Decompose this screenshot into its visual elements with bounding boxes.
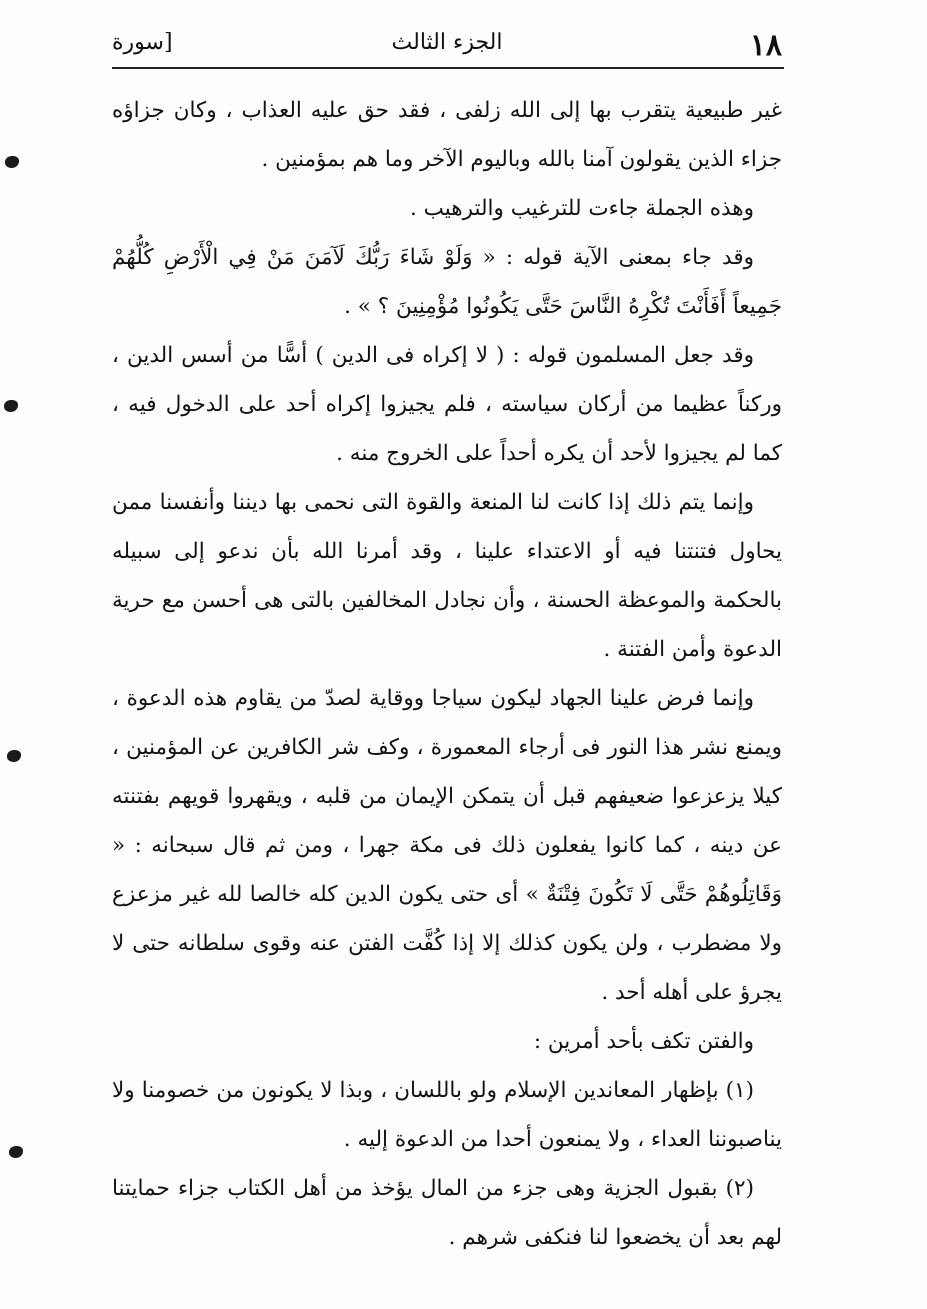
paragraph-3-quran-quote: وقد جاء بمعنى الآية قوله : « وَلَوْ شَاءَ رَبُّكَ لَآمَنَ مَنْ فِي الْأَرْضِ كُلُّهُمْ جَمِيعاً أَفَأَنْتَ تُكْرِهُ النَّاسَ حَتَّى يَكُونُوا مُؤْمِنِينَ ؟ » .: [112, 245, 782, 319]
page-number: ١٨: [749, 28, 782, 63]
scan-speck: [7, 750, 21, 762]
paragraph-6: وإنما فرض علينا الجهاد ليكون سياجا ووقاية لصدّ من يقاوم هذه الدعوة ، ويمنع نشر هذا النور فى أرجاء المعمورة ، وكف شر الكافرين عن المؤمنين ، كيلا يزعزعوا ضعيفهم قبل أن يتمكن الإيمان من قلبه ، ويقهروا قويهم بفتنته عن دينه ، كما كانوا يفعلون ذلك فى مكة جهرا ، ومن ثم قال سبحانه : « وَقَاتِلُوهُمْ حَتَّى لَا تَكُونَ فِتْنَةٌ » أى حتى يكون الدين كله خالصا لله غير مزعزع ولا مضطرب ، ولن يكون كذلك إلا إذا كُفَّت الفتن عنه وقوى سلطانه حتى لا يجرؤ على أهله أحد .: [112, 686, 782, 1005]
running-header: [112, 26, 782, 66]
paragraph-1: غير طبيعية يتقرب بها إلى الله زلفى ، فقد حق عليه العذاب ، وكان جزاؤه جزاء الذين يقولون آمنا بالله وباليوم الآخر وما هم بمؤمنين .: [112, 98, 782, 172]
paragraph-2: وهذه الجملة جاءت للترغيب والترهيب .: [410, 196, 754, 221]
list-item-2: (٢) بقبول الجزية وهى جزء من المال يؤخذ من أهل الكتاب جزاء حمايتنا لهم بعد أن يخضعوا لنا فنكفى شرهم .: [112, 1176, 782, 1250]
list-item-1: (١) بإظهار المعاندين الإسلام ولو باللسان ، وبذا لا يكونون من خصومنا ولا يناصبوننا العداء ، ولا يمنعون أحدا من الدعوة إليه .: [112, 1078, 782, 1152]
scan-speck: [9, 1146, 23, 1158]
part-title: الجزء الثالث: [391, 30, 503, 55]
scan-speck: [4, 400, 18, 412]
scan-speck: [5, 156, 19, 168]
paragraph-5: وإنما يتم ذلك إذا كانت لنا المنعة والقوة التى نحمى بها ديننا وأنفسنا ممن يحاول فتنتنا فيه أو الاعتداء علينا ، وقد أمرنا الله بأن ندعو إلى سبيله بالحكمة والموعظة الحسنة ، وأن نجادل المخالفين بالتى هى أحسن مع حرية الدعوة وأمن الفتنة .: [112, 490, 782, 662]
body-text: [112, 86, 782, 1262]
surah-label: [سورة: [112, 30, 173, 55]
header-divider: [112, 67, 784, 69]
paragraph-7: والفتن تكف بأحد أمرين :: [533, 1029, 754, 1054]
paragraph-4: وقد جعل المسلمون قوله : ( لا إكراه فى الدين ) أسًّا من أسس الدين ، وركناً عظيما من أركان سياسته ، فلم يجيزوا إكراه أحد على الدخول فيه ، كما لم يجيزوا لأحد أن يكره أحداً على الخروج منه .: [112, 343, 782, 466]
